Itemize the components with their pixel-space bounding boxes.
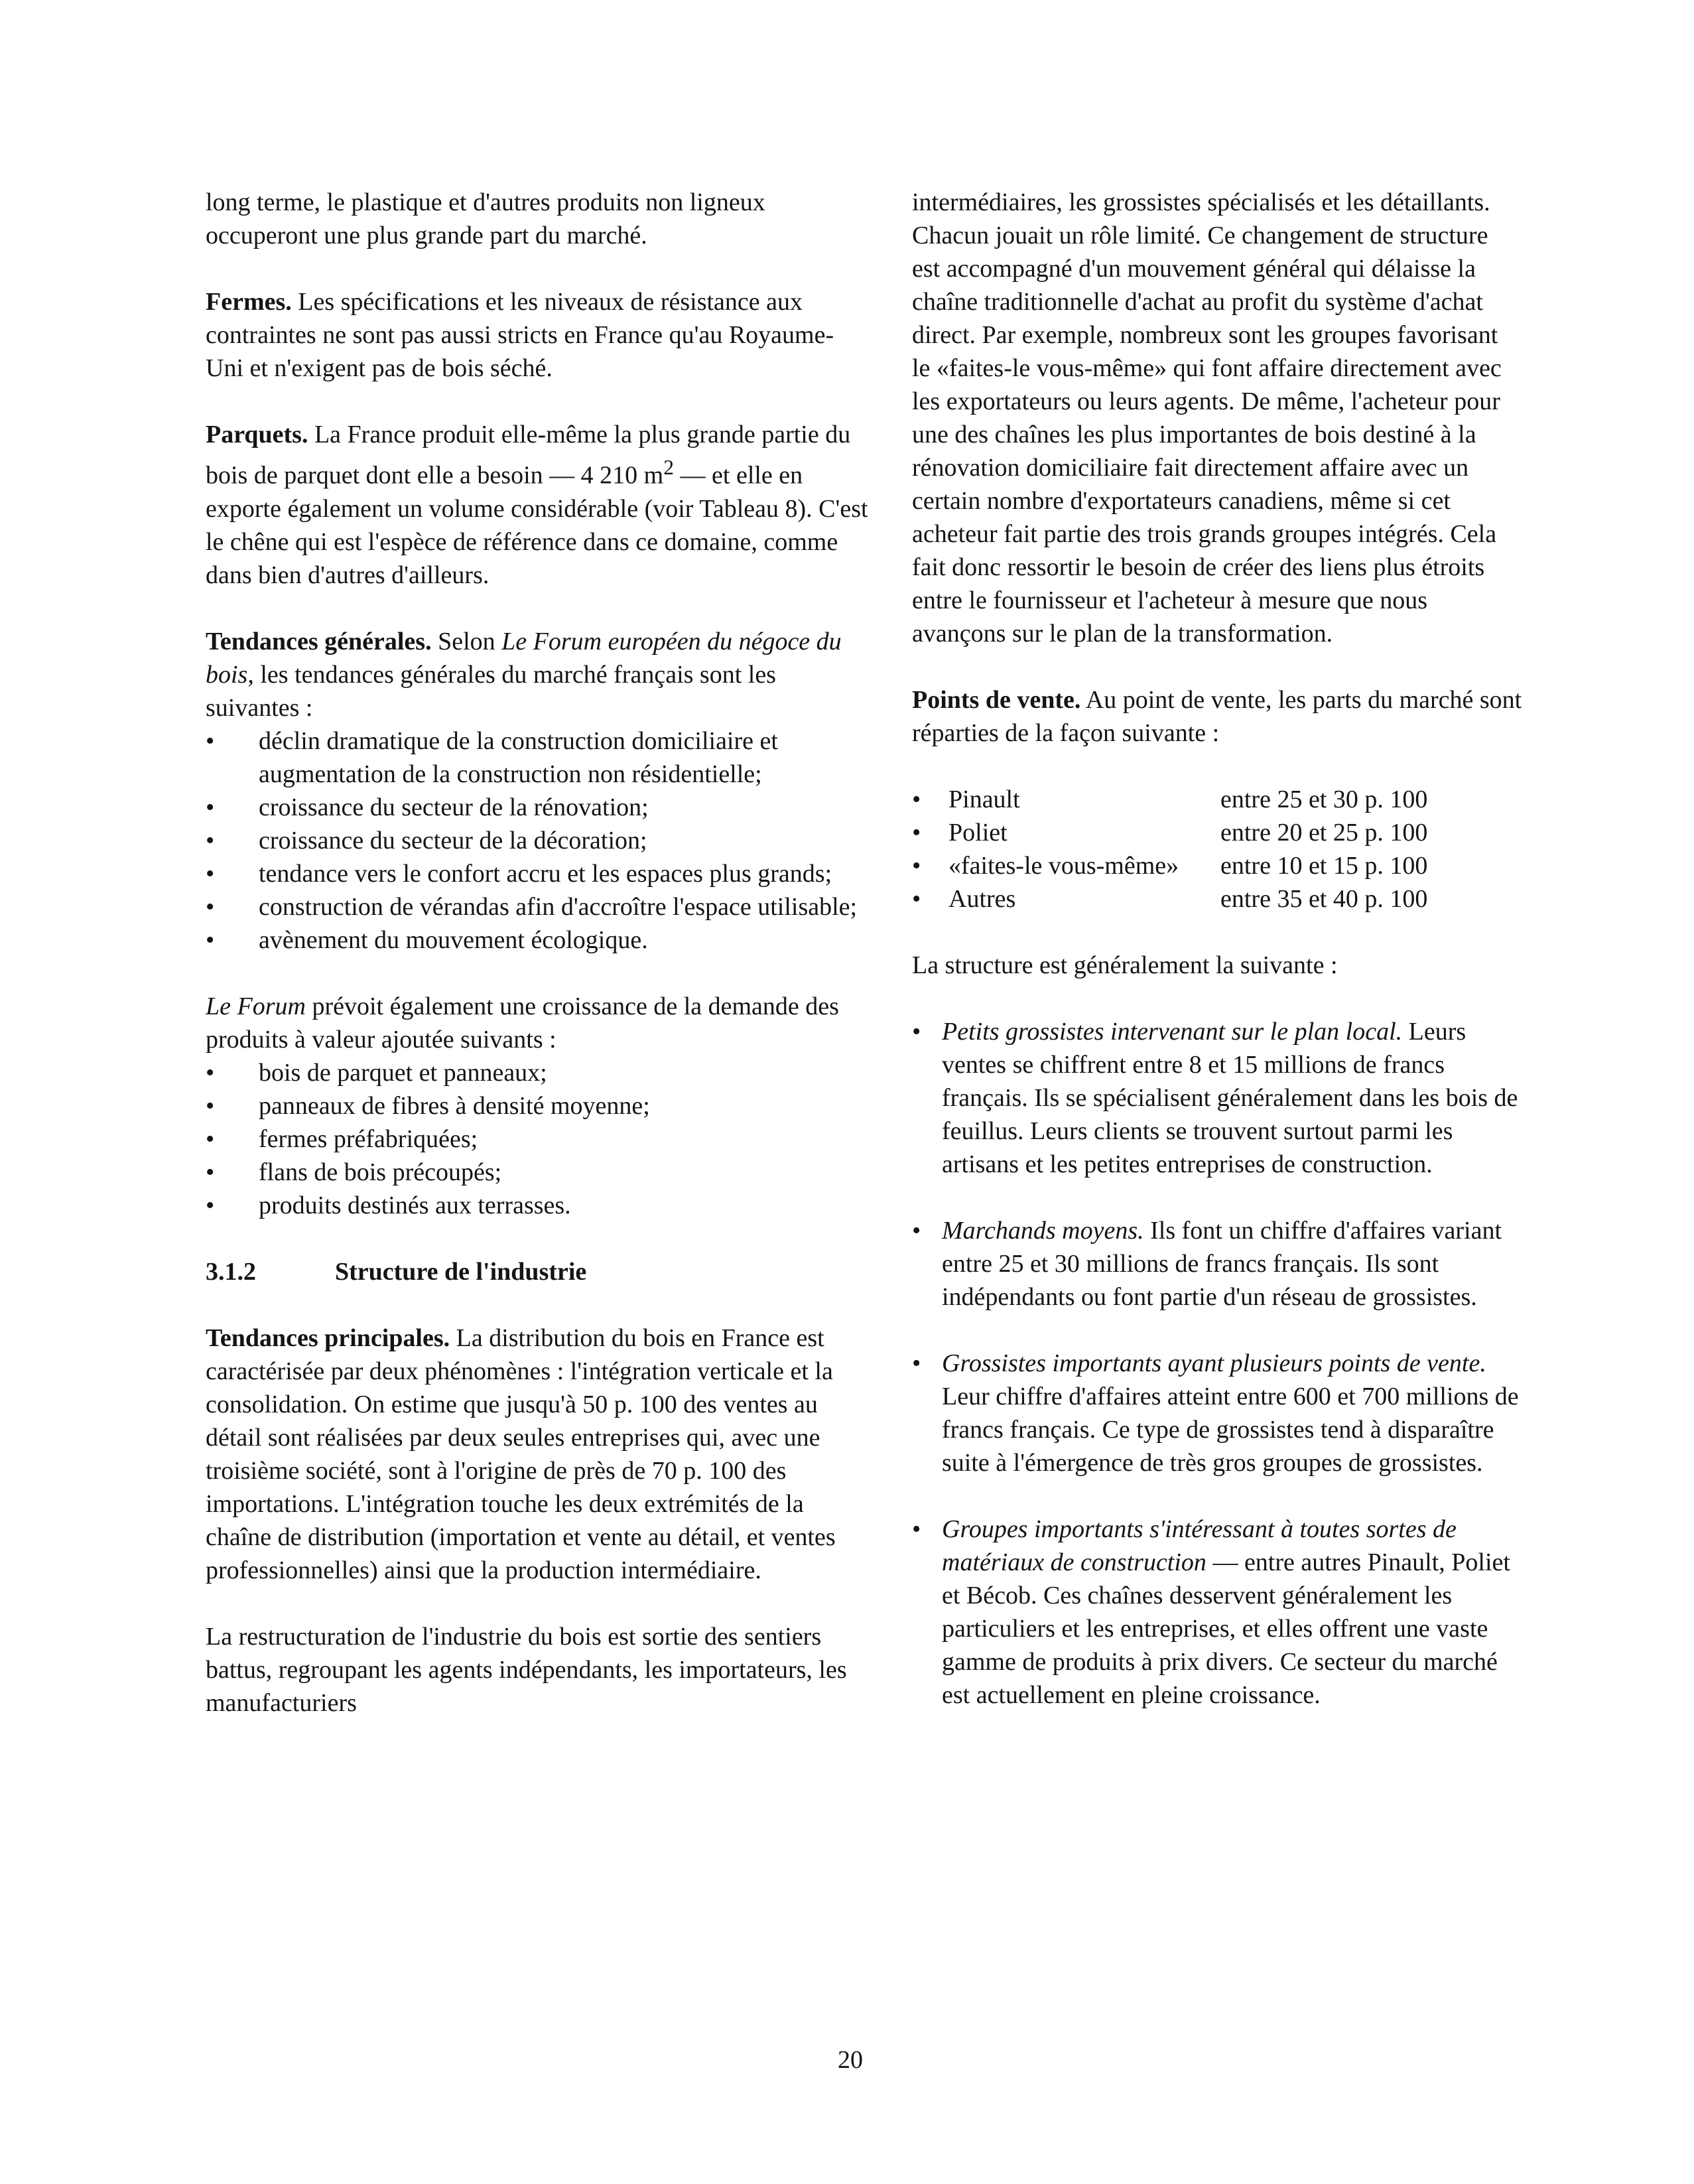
fermes-text: Les spécifications et les niveaux de résistance aux contraintes ne sont pas aussi stricts en France qu'au Royaume-Uni et n'exigent pas de bois séché. <box>206 288 834 382</box>
principales-heading: Tendances principales. <box>206 1324 450 1352</box>
store-name: «faites-le vous-même» <box>948 852 1179 880</box>
section-title: Structure de l'industrie <box>335 1257 587 1286</box>
fermes-heading: Fermes. <box>206 288 292 316</box>
market-share-list <box>912 783 1522 916</box>
points-text: Au point de vente, les parts du marché sont réparties de la façon suivante : <box>912 686 1522 747</box>
bullet-icon: • <box>206 925 215 954</box>
list-item-text: tendance vers le confort accru et les espaces plus grands; <box>259 859 832 888</box>
parquets-text-1: La France produit elle-même la plus grande partie du bois de parquet dont elle a besoin — 4 210 m <box>206 421 851 490</box>
list-item-text: flans de bois précoupés; <box>259 1158 502 1186</box>
store-name: Autres <box>948 885 1016 913</box>
tendances-heading: Tendances générales. <box>206 627 432 655</box>
structure-item-title: Marchands moyens. <box>942 1217 1144 1245</box>
section-heading <box>206 1255 869 1288</box>
structure-item-title: Petits grossistes intervenant sur le plan local. <box>942 1018 1403 1046</box>
list-item <box>206 1089 869 1123</box>
list-item <box>206 1189 869 1222</box>
list-item-text: croissance du secteur de la rénovation; <box>259 793 649 821</box>
right-column <box>912 186 1522 1745</box>
bullet-icon: • <box>206 1091 215 1120</box>
continuation-paragraph: intermédiaires, les grossistes spécialisés et les détaillants. Chacun jouait un rôle limité. Ce changement de structure est accompagné d'un mouvement général qui délaisse la chaîne traditionnelle d'achat au profit du système d'achat direct. Par exemple, nombreux sont les groupes favorisant le «faites-le vous-même» qui font affaire directement avec les exportateurs ou leurs agents. De même, l'acheteur pour une des chaînes les plus importantes de bois destiné à la rénovation domiciliaire fait directement affaire avec un certain nombre d'exportateurs canadiens, même si cet acheteur fait partie des trois grands groupes intégrés. Cela fait donc ressortir le besoin de créer des liens plus étroits entre le fournisseur et l'acheteur à mesure que nous avançons sur le plan de la transformation. <box>912 188 1502 648</box>
forum-list <box>206 1056 869 1222</box>
list-item <box>912 1347 1522 1479</box>
share-range: entre 20 et 25 p. 100 <box>1220 819 1428 847</box>
structure-item-text: Ils font un chiffre d'affaires variant entre 25 et 30 millions de francs français. Ils sont indépendants ou font partie d'un réseau de grossistes. <box>942 1217 1502 1311</box>
structure-item-text: — entre autres Pinault, Poliet et Bécob. Ces chaînes desservent généralement les particuliers et les entreprises, et elles offrent une vaste gamme de produits à prix divers. Ce secteur du marché est actuellement en pleine croissance. <box>942 1548 1510 1709</box>
forum-text: prévoit également une croissance de la demande des produits à valeur ajoutée suivants : <box>206 992 839 1054</box>
structure-list <box>912 1015 1522 1712</box>
restructuration-paragraph: La restructuration de l'industrie du bois est sortie des sentiers battus, regroupant les agents indépendants, les importateurs, les manufacturiers <box>206 1622 847 1717</box>
parquets-heading: Parquets. <box>206 421 308 448</box>
share-range: entre 10 et 15 p. 100 <box>1220 852 1428 880</box>
bullet-icon: • <box>912 785 921 813</box>
structure-item-title: Grossistes importants ayant plusieurs points de vente. <box>942 1349 1486 1377</box>
list-item-text: produits destinés aux terrasses. <box>259 1191 571 1219</box>
parquets-text-2: — et elle en exporte également un volume considérable (voir Tableau 8). C'est le chêne qui est l'espèce de référence dans ce domaine, comme dans bien d'autres d'ailleurs. <box>206 461 868 589</box>
list-item <box>912 882 1522 916</box>
list-item <box>206 890 869 923</box>
list-item-text: panneaux de fibres à densité moyenne; <box>259 1091 650 1120</box>
structure-intro: La structure est généralement la suivante : <box>912 951 1338 979</box>
tendances-paragraph <box>206 625 869 724</box>
tendances-text-1: Selon <box>438 627 502 655</box>
parquets-paragraph <box>206 418 869 592</box>
list-item <box>206 923 869 957</box>
bullet-icon: • <box>912 1018 921 1046</box>
list-item-text: déclin dramatique de la construction domiciliaire et augmentation de la construction non résidentielle; <box>259 726 778 788</box>
tendances-text-2: , les tendances générales du marché français sont les suivantes : <box>206 660 776 722</box>
parquets-superscript: 2 <box>663 456 675 479</box>
tendances-list <box>206 724 869 957</box>
list-item <box>206 724 869 791</box>
points-paragraph <box>912 683 1522 750</box>
list-item-text: bois de parquet et panneaux; <box>259 1058 547 1087</box>
structure-item-text: Leur chiffre d'affaires atteint entre 600 et 700 millions de francs français. Ce type de grossistes tend à disparaître suite à l'émergence de très gros groupes de grossistes. <box>942 1383 1519 1477</box>
share-range: entre 25 et 30 p. 100 <box>1220 785 1428 813</box>
intro-paragraph: long terme, le plastique et d'autres produits non ligneux occuperont une plus grande part du marché. <box>206 188 765 249</box>
forum-paragraph <box>206 990 869 1056</box>
bullet-icon: • <box>206 1158 215 1186</box>
list-item-text: fermes préfabriquées; <box>259 1125 478 1153</box>
list-item <box>912 1214 1522 1314</box>
bullet-icon: • <box>206 892 215 921</box>
list-item-text: avènement du mouvement écologique. <box>259 925 648 954</box>
bullet-icon: • <box>206 1125 215 1153</box>
list-item <box>206 857 869 890</box>
list-item <box>206 1056 869 1089</box>
bullet-icon: • <box>206 826 215 854</box>
bullet-icon: • <box>912 1349 921 1377</box>
principales-paragraph <box>206 1322 869 1587</box>
structure-item-text: Leurs ventes se chiffrent entre 8 et 15 millions de francs français. Ils se spécialisent généralement dans les bois de feuillus. Leurs clients se trouvent surtout parmi les artisans et les petites entreprises de construction. <box>942 1018 1518 1178</box>
bullet-icon: • <box>206 859 215 888</box>
bullet-icon: • <box>912 1217 921 1245</box>
tendances-source: Le Forum européen du négoce du bois <box>206 627 842 689</box>
store-name: Pinault <box>948 785 1020 813</box>
bullet-icon: • <box>912 885 921 913</box>
bullet-icon: • <box>206 793 215 821</box>
bullet-icon: • <box>206 1191 215 1219</box>
fermes-paragraph <box>206 285 869 385</box>
page-number: 20 <box>838 2046 863 2074</box>
list-item <box>912 816 1522 849</box>
bullet-icon: • <box>912 1515 921 1543</box>
list-item <box>206 791 869 824</box>
list-item <box>912 849 1522 882</box>
section-number: 3.1.2 <box>206 1257 256 1286</box>
bullet-icon: • <box>206 726 215 755</box>
list-item <box>912 1513 1522 1712</box>
list-item-text: construction de vérandas afin d'accroître l'espace utilisable; <box>259 892 858 921</box>
principales-text: La distribution du bois en France est caractérisée par deux phénomènes : l'intégration verticale et la consolidation. On estime que jusqu'à 50 p. 100 des ventes au détail sont réalisées par deux seules entreprises qui, avec une troisième société, sont à l'origine de près de 70 p. 100 des importations. L'intégration touche les deux extrémités de la chaîne de distribution (importation et vente au détail, et ventes professionnelles) ainsi que la production intermédiaire. <box>206 1324 836 1584</box>
list-item <box>912 783 1522 816</box>
list-item <box>206 1156 869 1189</box>
share-range: entre 35 et 40 p. 100 <box>1220 885 1428 913</box>
list-item <box>206 824 869 857</box>
left-column <box>206 186 869 1720</box>
bullet-icon: • <box>912 819 921 847</box>
bullet-icon: • <box>206 1058 215 1087</box>
store-name: Poliet <box>948 819 1008 847</box>
structure-item-title: Groupes importants s'intéressant à toutes sortes de matériaux de construction <box>942 1515 1457 1576</box>
list-item <box>206 1123 869 1156</box>
bullet-icon: • <box>912 852 921 880</box>
list-item-text: croissance du secteur de la décoration; <box>259 826 647 854</box>
list-item <box>912 1015 1522 1181</box>
points-heading: Points de vente. <box>912 686 1081 714</box>
forum-source: Le Forum <box>206 992 306 1020</box>
